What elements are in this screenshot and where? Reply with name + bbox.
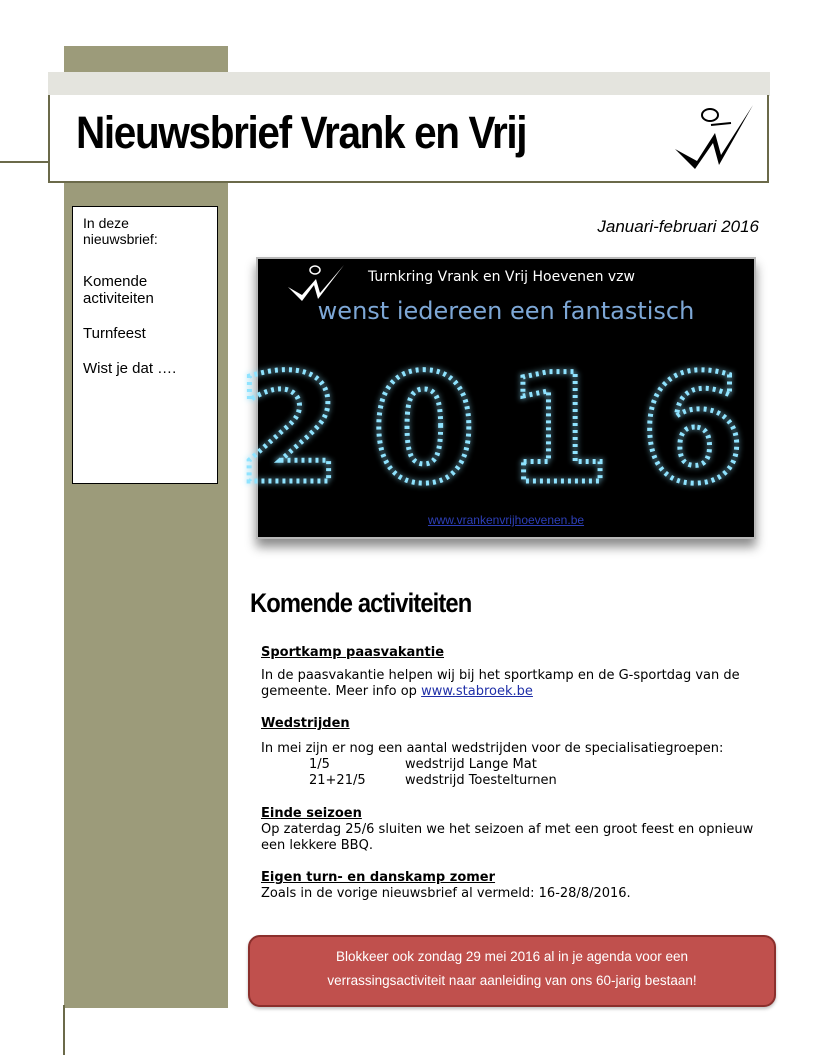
article-body-einde-seizoen: Op zaterdag 25/6 sluiten we het seizoen af met een groot feest en opnieuw een lekkere BBQ. [261,822,754,853]
left-tick-line [0,161,50,163]
banner-greeting: wenst iedereen een fantastisch [317,297,695,325]
callout-line-2: verrassingsactiviteit naar aanleiding van ons 60-jarig bestaan! [327,973,697,988]
section-title: Komende activiteiten [250,588,472,618]
newsletter-title: Nieuwsbrief Vrank en Vrij [76,107,527,158]
club-logo-icon [661,99,757,177]
article-body-zomerkamp: Zoals in de vorige nieuwsbrief al vermeld: 16-28/8/2016. [261,886,631,901]
new-year-banner [237,257,775,539]
toc-item-wist-je-dat[interactable]: Wist je dat …. [83,360,177,377]
banner-organisation: Turnkring Vrank en Vrij Hoevenen vzw [368,269,635,285]
article-body-sportkamp [261,668,771,700]
banner-website-link[interactable]: www.vrankenvrijhoevenen.be [427,513,585,527]
callout-line-1: Blokkeer ook zondag 29 mei 2016 al in je agenda voor een [336,949,688,964]
masthead [48,95,769,183]
banner-year-text: 2016 [237,343,775,517]
toc-item-turnfeest[interactable]: Turnfeest [83,325,146,342]
toc-item-komende-activiteiten[interactable]: Komende activiteiten [83,273,154,307]
toc-box [72,206,218,484]
article-text-sportkamp: In de paasvakantie helpen wij bij het sportkamp en de G-sportdag van de gemeente. Meer info op [261,668,740,699]
toc-heading: In deze nieuwsbrief: [83,215,158,247]
left-rule-line [63,1005,65,1055]
save-the-date-callout [248,935,776,1007]
article-heading-einde-seizoen: Einde seizoen [261,806,362,821]
stabroek-link[interactable]: www.stabroek.be [421,684,533,699]
issue-date: Januari-februari 2016 [597,217,759,236]
article-heading-wedstrijden: Wedstrijden [261,716,350,731]
competition-name: wedstrijd Toestelturnen [405,773,557,788]
competition-date: 1/5 [309,757,330,772]
header-band [48,72,770,96]
competition-date: 21+21/5 [309,773,366,788]
sidebar-column [64,46,228,1008]
banner-year-sparklers [237,341,775,517]
article-heading-sportkamp: Sportkamp paasvakantie [261,645,445,660]
article-body-wedstrijden: In mei zijn er nog een aantal wedstrijden voor de specialisatiegroepen: [261,741,724,756]
competition-name: wedstrijd Lange Mat [405,757,537,772]
article-heading-zomerkamp: Eigen turn- en danskamp zomer [261,870,496,885]
